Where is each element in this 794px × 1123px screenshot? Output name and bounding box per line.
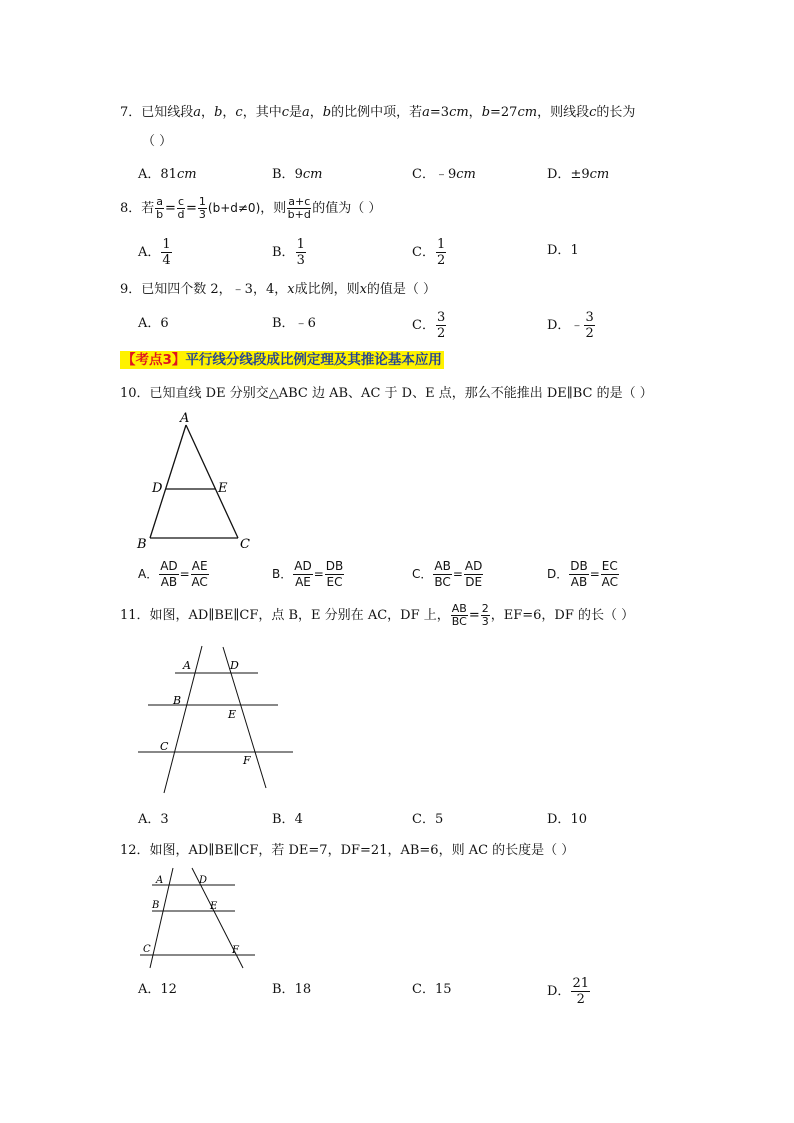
q11-label-c: C (160, 740, 169, 753)
q12-option-b[interactable]: B．18 (272, 982, 312, 997)
q12-option-a[interactable]: A．12 (138, 982, 177, 997)
q9-option-c[interactable]: C． $\frac{3}{2}$ (412, 310, 446, 341)
q10-label-c: C (240, 537, 250, 552)
q8-option-a[interactable]: A． $\frac{1}{4}$ (138, 237, 171, 268)
q12-label-f: F (232, 945, 239, 956)
q7-option-c[interactable]: C．﹣9cm (412, 167, 476, 182)
q10-triangle-figure (130, 408, 260, 553)
q8-fraction-a-b: $\frac{a}{b}$ (156, 195, 164, 221)
q12-option-c[interactable]: C．15 (412, 982, 452, 997)
q11-option-b[interactable]: B．4 (272, 812, 303, 827)
q8-option-c[interactable]: C． $\frac{1}{2}$ (412, 237, 446, 268)
q12-label-b: B (152, 900, 160, 911)
q11-fraction-ab-bc: $\frac{AB}{BC}$ (451, 602, 467, 628)
q11-label-d: D (230, 659, 239, 672)
q8-fraction-c-d: $\frac{c}{d}$ (177, 195, 185, 221)
q10-label-a: A (180, 411, 190, 426)
q11-option-a[interactable]: A．3 (138, 812, 169, 827)
q11-option-d[interactable]: D．10 (547, 812, 587, 827)
q7-option-b[interactable]: B．9cm (272, 167, 323, 182)
q11-stem: 11．如图，AD∥BE∥CF，点 B，E 分别在 AC，DF 上， $\frac{AB}{BC}$ = $\frac{2}{3}$ ，EF=6，DF 的长（ ） (120, 602, 635, 628)
q10-label-d: D (152, 481, 163, 496)
q12-label-c: C (143, 944, 151, 955)
q12-stem: 12．如图，AD∥BE∥CF，若 DE=7，DF=21，AB=6，则 AC 的长度是（ ） (120, 843, 575, 858)
q10-option-d[interactable]: D． $\frac{DB}{AB}$ = $\frac{EC}{AC}$ (547, 559, 618, 589)
q8-fraction-target: $\frac{a+c}{b+d}$ (287, 195, 311, 221)
q10-option-c[interactable]: C． $\frac{AB}{BC}$ = $\frac{AD}{DE}$ (412, 559, 483, 589)
q12-parallel-lines-figure (135, 866, 265, 971)
q12-label-a: A (156, 875, 164, 886)
q11-option-c[interactable]: C．5 (412, 812, 444, 827)
q12-label-e: E (210, 901, 218, 912)
q8-option-b[interactable]: B． $\frac{1}{3}$ (272, 237, 305, 268)
q11-label-e: E (228, 708, 237, 721)
q7-answer-paren: （ ） (142, 134, 173, 149)
q7-option-a[interactable]: A．81cm (138, 167, 197, 182)
section-heading: 【考点3】平行线分线段成比例定理及其推论基本应用 (122, 352, 442, 368)
q11-label-f: F (243, 754, 251, 767)
q10-label-e: E (218, 481, 228, 496)
q11-label-b: B (173, 694, 182, 707)
q8-fraction-1-3: $\frac{1}{3}$ (198, 195, 206, 221)
q11-fraction-2-3: $\frac{2}{3}$ (481, 602, 489, 628)
q8-stem: 8．若 $\frac{a}{b}$ = $\frac{c}{d}$ = $\frac{1}{3}$ (b+d≠0)，则 $\frac{a+c}{b+d}$ 的值为（ ） (120, 195, 382, 221)
q9-option-d[interactable]: D．﹣ $\frac{3}{2}$ (547, 310, 594, 341)
q11-label-a: A (183, 659, 191, 672)
q9-stem: 9．已知四个数 2，﹣3，4，x成比例，则x的值是（ ） (120, 282, 437, 297)
q9-option-a[interactable]: A．6 (138, 316, 169, 331)
q7-stem: 7．已知线段a，b，c，其中c是a，b的比例中项，若a=3cm，b=27cm，则线段c的长为 (120, 105, 636, 120)
q9-option-b[interactable]: B．﹣6 (272, 316, 316, 331)
q7-option-d[interactable]: D．±9cm (547, 167, 610, 182)
q10-stem: 10．已知直线 DE 分别交△ABC 边 AB、AC 于 D、E 点，那么不能推出 DE∥BC 的是（ ） (120, 386, 653, 401)
q11-parallel-lines-figure (135, 643, 300, 798)
q12-option-d[interactable]: D． $\frac{21}{2}$ (547, 976, 589, 1007)
q8-option-d[interactable]: D．1 (547, 243, 579, 258)
q10-option-b[interactable]: B． $\frac{AD}{AE}$ = $\frac{DB}{EC}$ (272, 559, 344, 589)
q10-option-a[interactable]: A． $\frac{AD}{AB}$ = $\frac{AE}{AC}$ (138, 559, 208, 589)
q10-label-b: B (137, 537, 147, 552)
q12-label-d: D (199, 875, 208, 886)
